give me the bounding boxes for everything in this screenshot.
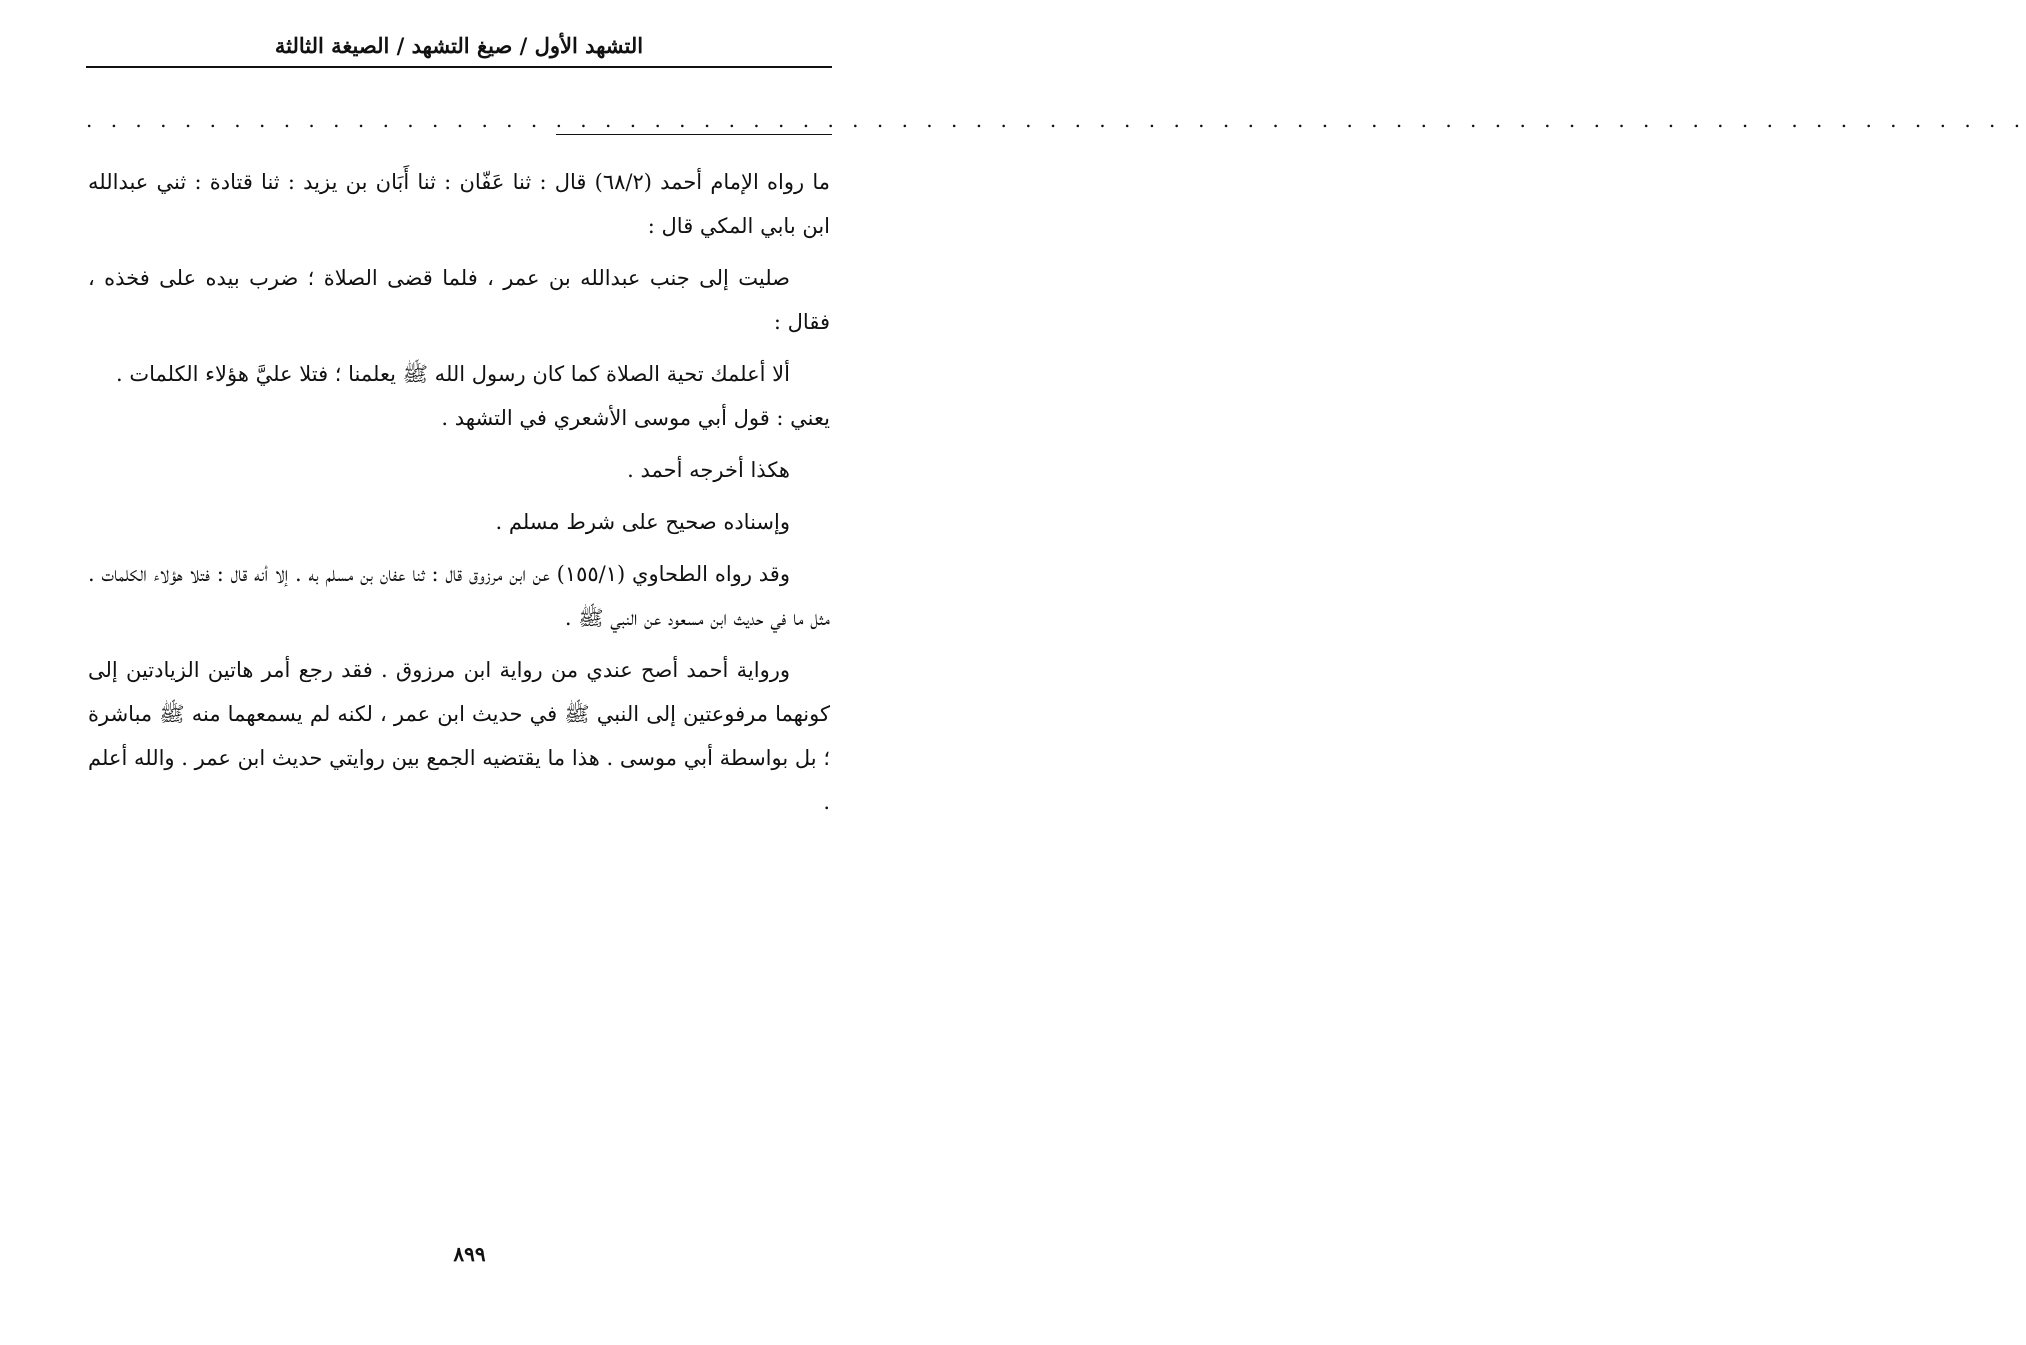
paragraph-4: يعني : قول أبي موسى الأشعري في التشهد . [441, 406, 830, 430]
paragraph-3: ألا أعلمك تحية الصلاة كما كان رسول الله ﷺ يعلمنا ؛ فتلا عليَّ هؤلاء الكلمات . [116, 362, 790, 386]
header-rule [86, 66, 832, 68]
paragraph-5: هكذا أخرجه أحمد . [627, 458, 790, 482]
page-number: ٨٩٩ [453, 1242, 486, 1266]
paragraph-7: وقد رواه الطحاوي (١٥٥/١) عن ابن مرزوق قال : ثنا عفان بن مسلم به . إلا أنه قال : فتلا هؤلاء الكلمات . مثل ما في حديث ابن مسعود عن النبي ﷺ . [88, 562, 830, 630]
footnote-rule [556, 134, 832, 135]
running-header: التشهد الأول / صيغ التشهد / الصيغة الثالثة [274, 33, 644, 58]
paragraph-2: صليت إلى جنب عبدالله بن عمر ، فلما قضى الصلاة ؛ ضرب بيده على فخذه ، فقال : [88, 266, 830, 334]
paragraph-1: ما رواه الإمام أحمد (٦٨/٢) قال : ثنا عَفّان : ثنا أَبَان بن يزيد : ثنا قتادة : ثني عبدالله ابن بابي المكي قال : [88, 170, 830, 238]
body-text [88, 160, 830, 824]
dotted-separator: . . . . . . . . . . . . . . . . . . . . . . . . . . . . . . . . . . . . . . . . . . . . . . . . . . . . . . . . . . . . . . . . . . . . . . . . . . . . . . . [86, 108, 2026, 132]
paragraph-6: وإسناده صحيح على شرط مسلم . [495, 510, 790, 534]
paragraph-8: ورواية أحمد أصح عندي من رواية ابن مرزوق . فقد رجع أمر هاتين الزيادتين إلى كونهما مرفوعتين إلى النبي ﷺ في حديث ابن عمر ، لكنه لم يسمعهما منه ﷺ مباشرة ؛ بل بواسطة أبي موسى . هذا ما يقتضيه الجمع بين روايتي حديث ابن عمر . والله أعلم . [88, 658, 830, 814]
